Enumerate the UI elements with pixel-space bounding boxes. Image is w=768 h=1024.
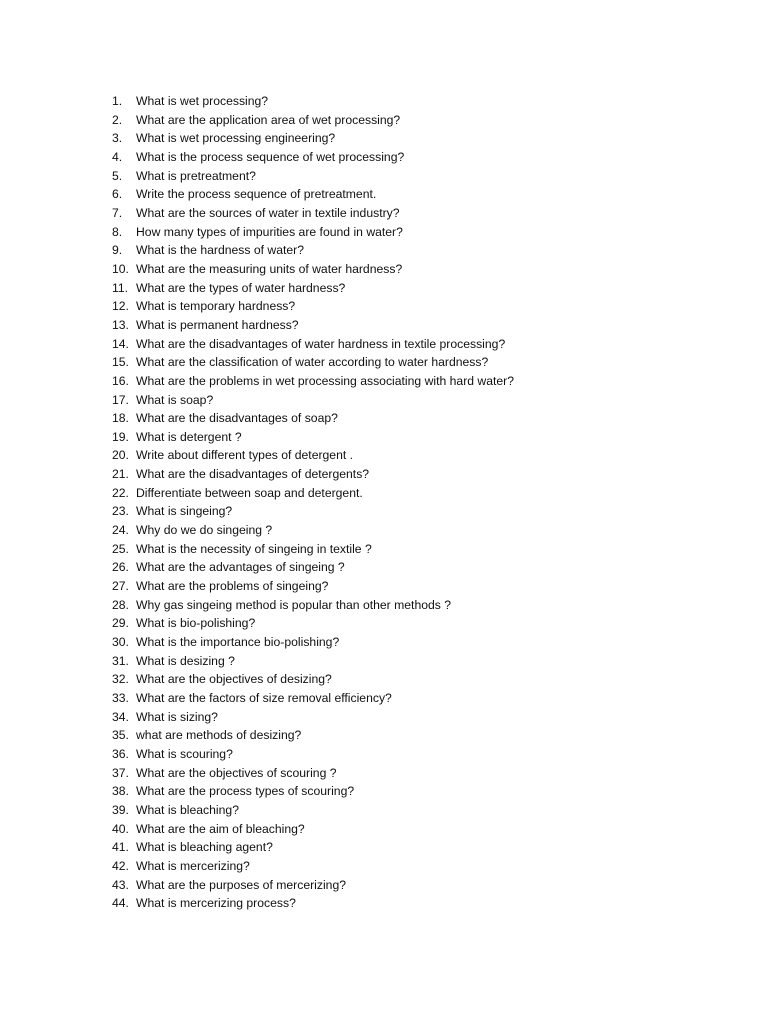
question-item — [112, 577, 514, 596]
question-text: What is scouring? — [136, 746, 233, 761]
question-text: What are the objectives of desizing? — [136, 672, 332, 687]
question-number: 5. — [112, 168, 123, 183]
question-number: 35. — [112, 728, 129, 743]
question-text: What are the disadvantages of soap? — [136, 411, 338, 426]
question-number: 2. — [112, 112, 123, 127]
question-number: 4. — [112, 149, 123, 164]
question-item — [112, 876, 514, 895]
question-text: What are the application area of wet processing? — [136, 112, 401, 127]
question-item — [112, 670, 514, 689]
question-item — [112, 409, 514, 428]
question-number: 1. — [112, 94, 123, 108]
question-item — [112, 241, 514, 260]
question-text: What is desizing ? — [136, 653, 235, 668]
question-item — [112, 391, 514, 410]
question-item — [112, 596, 514, 615]
question-text: What are the disadvantages of detergents? — [136, 467, 370, 482]
question-text: Write about different types of detergent . — [136, 448, 354, 463]
question-item — [112, 279, 514, 298]
question-text: What is the hardness of water? — [136, 243, 305, 258]
question-number: 39. — [112, 802, 129, 817]
question-number: 14. — [112, 336, 129, 351]
question-number: 19. — [112, 429, 129, 444]
question-item — [112, 820, 514, 839]
question-text: What are the purposes of mercerizing? — [136, 877, 346, 892]
question-number: 30. — [112, 635, 129, 650]
question-item — [112, 185, 514, 204]
question-number: 21. — [112, 467, 129, 482]
question-item — [112, 782, 514, 801]
question-item — [112, 558, 514, 577]
question-number: 44. — [112, 896, 129, 911]
question-item — [112, 148, 514, 167]
question-text: What are the disadvantages of water hardness in textile processing? — [136, 336, 506, 351]
question-text: What are the advantages of singeing ? — [136, 560, 345, 575]
question-item — [112, 167, 514, 186]
question-number: 24. — [112, 523, 129, 538]
question-number: 40. — [112, 821, 129, 836]
question-item — [112, 484, 514, 503]
question-number: 33. — [112, 691, 129, 705]
question-item — [112, 614, 514, 633]
question-number: 28. — [112, 597, 129, 612]
question-number: 38. — [112, 784, 129, 799]
question-item — [112, 857, 514, 876]
question-item — [112, 540, 514, 559]
question-text: What is the importance bio-polishing? — [136, 635, 340, 650]
question-item — [112, 838, 514, 857]
question-text: Why do we do singeing ? — [136, 523, 273, 538]
question-item — [112, 92, 514, 111]
question-text: What is soap? — [136, 392, 214, 407]
question-item — [112, 521, 514, 540]
question-text: What is temporary hardness? — [136, 299, 296, 314]
question-number: 25. — [112, 541, 129, 556]
question-text: What is mercerizing process? — [136, 896, 296, 911]
question-number: 37. — [112, 765, 129, 780]
question-number: 10. — [112, 261, 129, 276]
question-number: 6. — [112, 187, 123, 202]
question-number: 22. — [112, 485, 129, 500]
question-number: 26. — [112, 560, 129, 575]
question-text: What is singeing? — [136, 504, 233, 519]
question-text: What are the types of water hardness? — [136, 280, 346, 295]
question-item — [112, 129, 514, 148]
question-text: Write the process sequence of pretreatment. — [136, 187, 377, 202]
question-text: What is bleaching? — [136, 802, 239, 817]
question-text: What are the sources of water in textile industry? — [136, 205, 400, 220]
question-item — [112, 297, 514, 316]
question-item — [112, 372, 514, 391]
question-text: How many types of impurities are found in water? — [136, 224, 403, 239]
question-item — [112, 894, 514, 913]
question-text: What is pretreatment? — [136, 168, 256, 183]
question-item — [112, 652, 514, 671]
question-item — [112, 502, 514, 521]
question-item — [112, 689, 514, 708]
question-item — [112, 764, 514, 783]
question-text: What is the process sequence of wet processing? — [136, 149, 405, 164]
question-number: 34. — [112, 709, 129, 724]
question-number: 42. — [112, 858, 129, 873]
question-item — [112, 111, 514, 130]
question-number: 20. — [112, 448, 129, 463]
question-number: 27. — [112, 579, 129, 594]
question-number: 18. — [112, 411, 129, 426]
question-text: What is sizing? — [136, 709, 218, 724]
question-number: 23. — [112, 504, 129, 519]
question-text: What are the factors of size removal efficiency? — [136, 691, 392, 705]
question-number: 3. — [112, 131, 123, 146]
question-text: What is mercerizing? — [136, 858, 250, 873]
question-number: 13. — [112, 317, 129, 332]
question-item — [112, 316, 514, 335]
question-number: 29. — [112, 616, 129, 631]
question-number: 41. — [112, 840, 129, 855]
question-item — [112, 465, 514, 484]
question-text: What are the classification of water according to water hardness? — [136, 355, 489, 370]
question-number: 17. — [112, 392, 129, 407]
question-item — [112, 428, 514, 447]
question-item — [112, 353, 514, 372]
question-number: 7. — [112, 205, 123, 220]
question-text: What is wet processing engineering? — [136, 131, 336, 146]
question-number: 8. — [112, 224, 123, 239]
question-list — [112, 92, 514, 913]
question-item — [112, 260, 514, 279]
question-text: What is bleaching agent? — [136, 840, 273, 855]
question-number: 31. — [112, 653, 129, 668]
question-text: what are methods of desizing? — [136, 728, 302, 743]
question-text: What are the measuring units of water hardness? — [136, 261, 403, 276]
question-item — [112, 335, 514, 354]
question-text: What is wet processing? — [136, 94, 269, 108]
question-number: 36. — [112, 746, 129, 761]
question-item — [112, 801, 514, 820]
question-text: What are the aim of bleaching? — [136, 821, 305, 836]
question-item — [112, 204, 514, 223]
question-number: 16. — [112, 373, 129, 388]
question-number: 15. — [112, 355, 129, 370]
question-item — [112, 726, 514, 745]
question-item — [112, 633, 514, 652]
question-text: What are the process types of scouring? — [136, 784, 355, 799]
question-text: What are the objectives of scouring ? — [136, 765, 337, 780]
question-number: 9. — [112, 243, 123, 258]
question-text: Why gas singeing method is popular than other methods ? — [136, 597, 452, 612]
question-item — [112, 223, 514, 242]
question-item — [112, 446, 514, 465]
question-text: What is permanent hardness? — [136, 317, 299, 332]
question-text: What are the problems in wet processing associating with hard water? — [136, 373, 514, 388]
question-text: What are the problems of singeing? — [136, 579, 329, 594]
question-text: What is detergent ? — [136, 429, 242, 444]
question-number: 43. — [112, 877, 129, 892]
question-text: Differentiate between soap and detergent. — [136, 485, 363, 500]
question-number: 12. — [112, 299, 129, 314]
question-item — [112, 708, 514, 727]
question-text: What is the necessity of singeing in textile ? — [136, 541, 372, 556]
question-number: 32. — [112, 672, 129, 687]
question-item — [112, 745, 514, 764]
question-text: What is bio-polishing? — [136, 616, 256, 631]
question-number: 11. — [112, 280, 129, 295]
